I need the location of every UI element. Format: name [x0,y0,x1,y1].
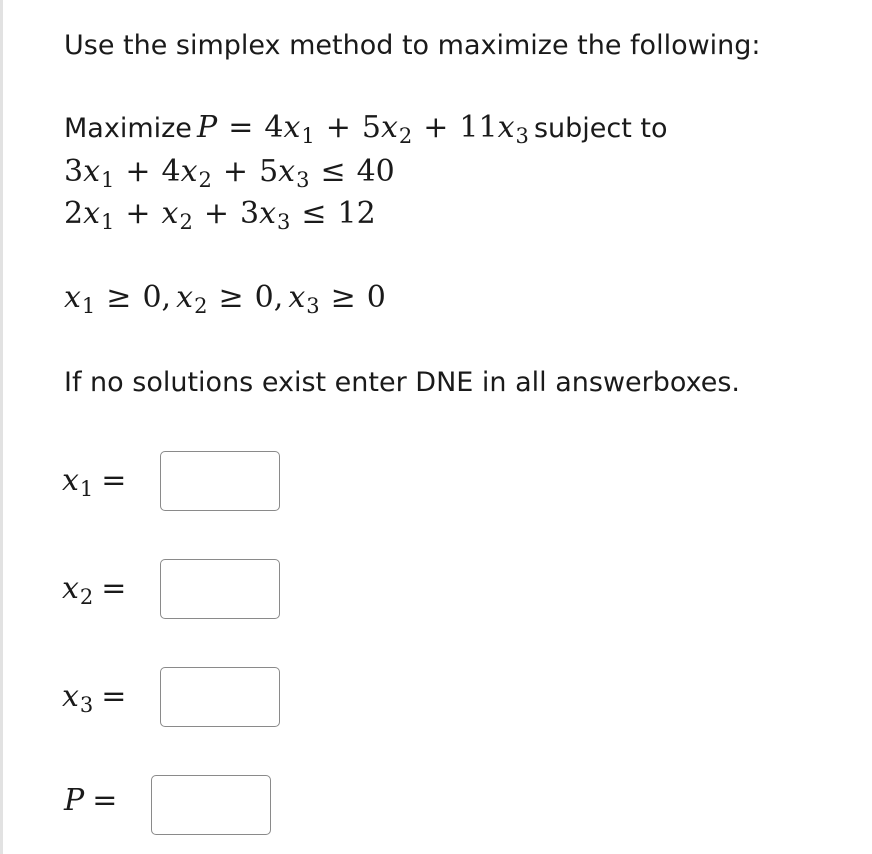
c2-a1: 2 [64,196,84,231]
ans-x3-sub: 3 [79,693,94,717]
nn-ge-2: ≥ [218,280,244,315]
left-border [0,0,3,854]
c2-a3: 3 [239,196,260,231]
ans-P-var: P [64,783,85,818]
answer-label-P [64,783,125,818]
x1-answer-input[interactable] [160,451,280,511]
nn-x2-sub: 2 [194,294,208,318]
nn-x1-sub: 1 [81,294,96,318]
c2-x1-sub: 1 [101,210,115,234]
c2-plus-2: + [203,196,229,231]
objective-line [64,110,668,148]
objective-eq: = [228,110,254,145]
objective-P: P [197,110,218,145]
nn-x3: x [288,280,306,315]
nn-zero-1: 0 [142,280,162,315]
nn-ge-1: ≥ [106,280,132,315]
c1-a2: 4 [161,154,181,189]
c1-x3-sub: 3 [296,168,310,192]
c2-x1: x [83,196,101,231]
c1-x3: x [278,154,296,189]
c2-plus-1: + [125,196,151,231]
nonnegativity-constraints [64,280,386,318]
c1-x2-sub: 2 [198,168,212,192]
c1-le: ≤ [320,154,346,189]
c2-x3: x [259,196,276,231]
objective-c3: 11 [459,110,498,145]
c2-x2: x [161,196,179,231]
ans-x1-var: x [62,463,79,498]
nn-zero-3: 0 [366,280,386,315]
maximize-label: Maximize [64,113,192,144]
c1-a1: 3 [64,154,84,189]
ans-P-eq: = [92,783,118,818]
ans-x2-sub: 2 [79,585,94,609]
nn-x2: x [176,280,194,315]
objective-plus-1: + [325,110,351,145]
answer-label-x1 [62,463,134,501]
answer-label-x2 [62,571,134,609]
objective-x1-sub: 1 [301,124,315,148]
objective-x2-sub: 2 [398,124,413,148]
c1-rhs: 40 [356,154,395,189]
ans-x1-eq: = [101,463,127,498]
x3-answer-input[interactable] [160,667,280,727]
nn-x3-sub: 3 [306,294,320,318]
objective-x2: x [380,110,398,145]
c2-x2-sub: 2 [179,210,193,234]
objective-x3: x [497,110,515,145]
dne-note: If no solutions exist enter DNE in all answerboxes. [64,367,741,398]
c1-a3: 5 [259,154,279,189]
nn-zero-2: 0 [254,280,274,315]
nn-x1: x [64,280,81,315]
objective-x1: x [283,110,301,145]
constraint-1 [64,154,395,192]
ans-x3-eq: = [101,679,127,714]
ans-x2-var: x [62,571,79,606]
constraint-2 [64,196,376,234]
answer-label-x3 [62,679,134,717]
c2-x3-sub: 3 [276,210,291,234]
x2-answer-input[interactable] [160,559,280,619]
nn-comma-2: , [273,280,284,315]
ans-x3-var: x [62,679,79,714]
c2-rhs: 12 [337,196,376,231]
ans-x2-eq: = [101,571,127,606]
objective-c2: 5 [361,110,381,145]
nn-ge-3: ≥ [330,280,356,315]
nn-comma-1: , [161,280,172,315]
c1-x2: x [180,154,198,189]
c1-x1: x [83,154,101,189]
objective-plus-2: + [423,110,449,145]
subject-to-label: subject to [533,113,668,144]
c1-plus-1: + [125,154,151,189]
ans-x1-sub: 1 [79,477,94,501]
P-answer-input[interactable] [151,775,271,835]
objective-c1: 4 [264,110,284,145]
c1-x1-sub: 1 [101,168,115,192]
instruction-text: Use the simplex method to maximize the following: [64,30,761,61]
c1-plus-2: + [222,154,249,189]
objective-x3-sub: 3 [515,124,529,148]
c2-le: ≤ [301,196,327,231]
